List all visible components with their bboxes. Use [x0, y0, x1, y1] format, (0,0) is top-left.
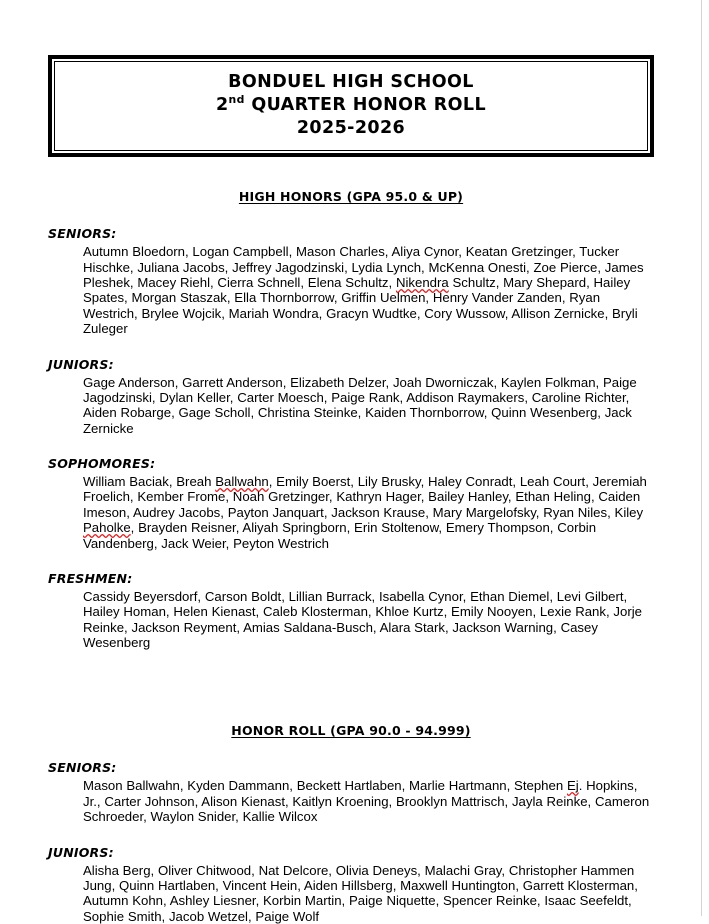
misspelled-word: Ej — [566, 778, 579, 794]
student-name-list: Cassidy Beyersdorf, Carson Boldt, Lillian Burrack, Isabella Cynor, Ethan Diemel, Levi Gilbert, Hailey Homan, Helen Kienast, Caleb Klosterman, Khloe Kurtz, Emily Nooyen, Lexie Rank, Jorje Reinke, Jackson Reyment, Amias Saldana-Busch, Alara Stark, Jackson Warning, Casey Wesenberg — [83, 588, 642, 651]
honor-band — [48, 650, 654, 924]
student-name-list: William Baciak, Breah Ballwahn, Emily Boerst, Lily Brusky, Haley Conradt, Leah Court, Jeremiah Froelich, Kember Frome, Noah Gretzinger, Kathryn Hager, Bailey Hanley, Ethan Heling, Caiden Imeson, Audrey Jacobs, Payton Janquart, Jackson Krause, Mary Margelofsky, Ryan Niles, Kiley Paholke, Brayden Reisner, Aliyah Springborn, Erin Stoltenow, Emery Thompson, Corbin Vandenberg, Jack Weier, Peyton Westrich — [83, 474, 647, 551]
title-banner — [48, 55, 654, 157]
grade-group — [48, 571, 654, 651]
student-name-list: Autumn Bloedorn, Logan Campbell, Mason Charles, Aliya Cynor, Keatan Gretzinger, Tucker Hischke, Juliana Jacobs, Jeffrey Jagodzinski, Lydia Lynch, McKenna Onesti, Zoe Pierce, James Pleshek, Macey Riehl, Cierra Schnell, Elena Schultz, Nikendra Schultz, Mary Shepard, Hailey Spates, Morgan Staszak, Ella Thornborrow, Griffin Uelmen, Henry Vander Zanden, Ryan Westrich, Brylee Wojcik, Mariah Wondra, Gracyn Wudtke, Cory Wussow, Allison Zernicke, Bryli Zuleger — [83, 244, 644, 337]
grade-label: JUNIORS: — [48, 844, 114, 860]
quarter-title-text: QUARTER HONOR ROLL — [244, 95, 487, 116]
student-name-list: Alisha Berg, Oliver Chitwood, Nat Delcore, Olivia Deneys, Malachi Gray, Christopher Hammen Jung, Quinn Hartlaben, Vincent Hein, Aiden Hillsberg, Maxwell Huntington, Garrett Klosterman, Autumn Kohn, Ashley Liesner, Korbin Martin, Paige Niquette, Spencer Reinke, Isaac Seefeldt, Sophie Smith, Jacob Wetzel, Paige Wolf — [83, 862, 638, 924]
misspelled-word: Paholke — [83, 520, 131, 536]
misspelled-word: Ballwahn — [215, 474, 269, 490]
title-banner-inner — [54, 61, 648, 151]
band-heading — [48, 189, 654, 204]
school-year: 2025-2026 — [296, 118, 406, 139]
grade-group — [48, 845, 654, 924]
student-name-list: Mason Ballwahn, Kyden Dammann, Beckett Hartlaben, Marlie Hartmann, Stephen Ej. Hopkins, Jr., Carter Johnson, Alison Kienast, Kaitlyn Kroening, Brooklyn Mattrisch, Jayla Reinke, Cameron Schroeder, Waylon Snider, Kallie Wilcox — [83, 778, 650, 825]
quarter-ordinal-suffix: nd — [228, 93, 245, 107]
grade-group — [48, 226, 654, 336]
grade-group — [48, 456, 654, 551]
quarter-title — [59, 94, 643, 117]
grade-label: SENIORS: — [48, 760, 117, 776]
grade-group — [48, 760, 654, 824]
grade-label: JUNIORS: — [48, 356, 114, 372]
band-heading — [48, 723, 654, 738]
student-name-list: Gage Anderson, Garrett Anderson, Elizabeth Delzer, Joah Dworniczak, Kaylen Folkman, Paige Jagodzinski, Dylan Keller, Carter Moesch, Paige Rank, Addison Raymakers, Caroline Richter, Aiden Robarge, Gage Scholl, Christina Steinke, Kaiden Thornborrow, Quinn Wesenberg, Jack Zernicke — [83, 374, 637, 436]
grade-label: FRESHMEN: — [48, 570, 133, 586]
band-heading-text: HIGH HONORS (GPA 95.0 & UP) — [238, 189, 464, 205]
band-heading-text: HONOR ROLL (GPA 90.0 - 94.999) — [231, 723, 471, 739]
honor-roll-sections — [48, 157, 654, 924]
grade-label: SENIORS: — [48, 226, 117, 242]
quarter-number: 2 — [215, 95, 229, 116]
honor-band — [48, 157, 654, 650]
school-name: BONDUEL HIGH SCHOOL — [228, 72, 474, 92]
grade-label: SOPHOMORES: — [48, 456, 156, 472]
grade-group — [48, 357, 654, 437]
misspelled-word: Nikendra — [395, 275, 449, 291]
